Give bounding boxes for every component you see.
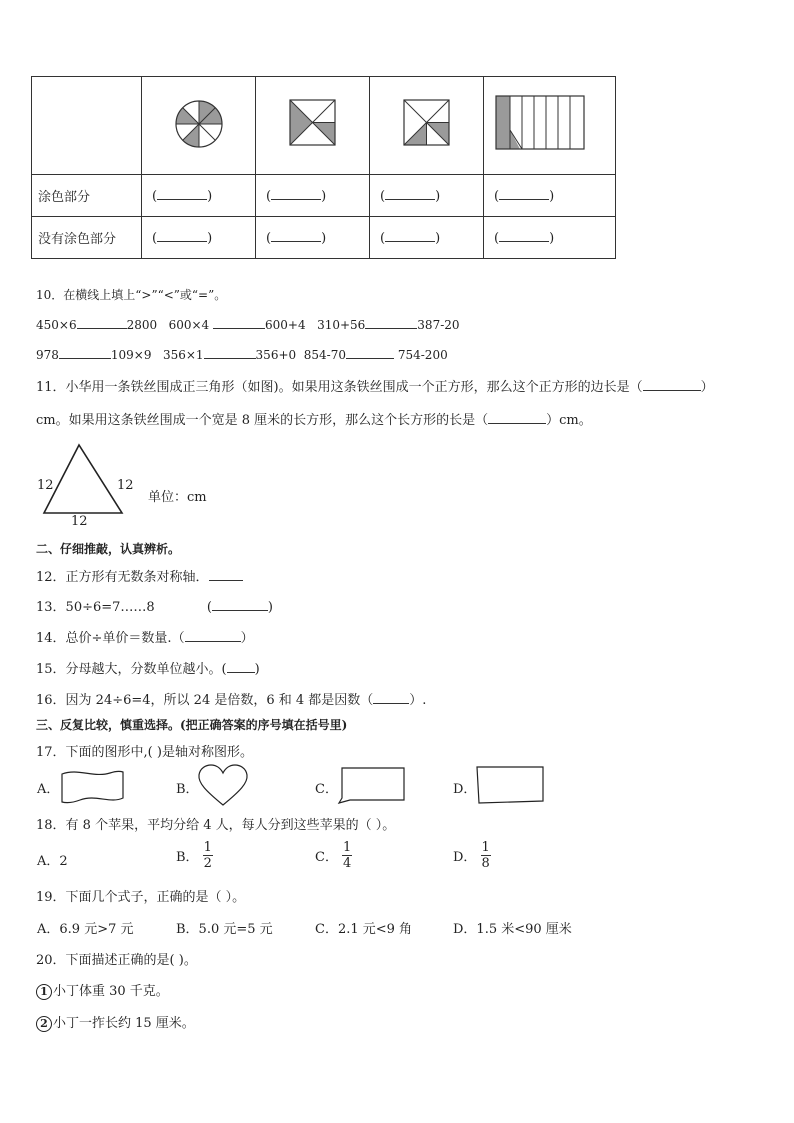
q14-paren: ） xyxy=(240,631,254,646)
answer-blank[interactable] xyxy=(271,187,321,200)
q20-item-1[interactable] xyxy=(36,980,169,1000)
expr: 600×4 xyxy=(168,318,210,332)
figure-square-b-cell xyxy=(370,77,484,175)
rectangle-shape[interactable] xyxy=(475,765,547,807)
q19-option-b[interactable]: B．5.0 元=5 元 xyxy=(176,922,273,937)
expr: 387-20 xyxy=(417,318,460,332)
q12-text: 12．正方形有无数条对称轴． xyxy=(36,570,209,585)
answer-blank[interactable] xyxy=(499,187,549,200)
expr: 2800 xyxy=(126,318,158,332)
option-label: B． xyxy=(176,850,199,865)
q14 xyxy=(36,627,254,646)
q18-text: 18．有 8 个苹果，平均分给 4 人，每人分到这些苹果的（ ）。 xyxy=(36,818,396,833)
expr: 310+56 xyxy=(317,318,366,332)
compare-blank[interactable] xyxy=(346,346,394,359)
q13-text: 13．50÷6=7……8 xyxy=(36,600,155,615)
answer-cell[interactable]: ( ) xyxy=(484,217,616,259)
square-triangles-figure-b xyxy=(370,77,483,170)
q19-option-d[interactable]: D．1.5 米<90 厘米 xyxy=(453,922,572,937)
q18-option-a[interactable]: A．2 xyxy=(37,854,68,869)
shaded-row-label: 涂色部分 xyxy=(32,175,142,217)
q20-text: 20．下面描述正确的是( )。 xyxy=(36,953,197,968)
q16 xyxy=(36,689,426,708)
answer-blank[interactable] xyxy=(185,629,241,642)
q17-option-d-label[interactable]: D． xyxy=(453,782,477,797)
q17-option-a-label[interactable]: A． xyxy=(37,782,60,797)
section-2-heading: 二、仔细推敲，认真辨析。 xyxy=(36,542,181,556)
q14-text: 14．总价÷单价＝数量.（ xyxy=(36,631,185,646)
q12 xyxy=(36,566,243,585)
answer-cell[interactable]: ( ) xyxy=(256,217,370,259)
heart-shape[interactable] xyxy=(196,763,250,809)
expr: 450×6 xyxy=(36,318,77,332)
triangle-bottom-label: 12 xyxy=(71,514,88,529)
q17-text: 17．下面的图形中,( )是轴对称图形。 xyxy=(36,745,253,760)
speech-rectangle-shape[interactable] xyxy=(336,765,408,805)
square-triangles-figure-a xyxy=(256,77,369,170)
answer-blank[interactable] xyxy=(373,691,409,704)
circled-number-1: 1 xyxy=(36,984,52,1000)
wavy-flag-shape[interactable] xyxy=(60,768,126,806)
q18-option-d[interactable] xyxy=(453,840,491,871)
figure-rect-cell xyxy=(484,77,616,175)
compare-blank[interactable] xyxy=(213,316,265,329)
expr: 356+0 xyxy=(255,348,297,362)
q13-paren: ) xyxy=(267,600,273,615)
answer-blank[interactable] xyxy=(157,229,207,242)
q11-text: 11．小华用一条铁丝围成正三角形（如图)。如果用这条铁丝围成一个正方形，那么这个正方形的边长是（ xyxy=(36,380,643,395)
option-label: C． xyxy=(315,850,338,865)
q11-line1 xyxy=(36,376,714,395)
answer-blank[interactable] xyxy=(385,229,435,242)
answer-blank[interactable] xyxy=(212,598,268,611)
unshaded-row-label: 没有涂色部分 xyxy=(32,217,142,259)
answer-cell[interactable]: ( ) xyxy=(484,175,616,217)
q10-prompt: 10．在横线上填上“>”“<”或“=”。 xyxy=(36,288,227,302)
q19-option-c[interactable]: C．2.1 元<9 角 xyxy=(315,922,413,937)
circle-eighths-figure xyxy=(142,77,255,170)
fraction-table xyxy=(31,76,616,259)
expr: 754-200 xyxy=(397,348,448,362)
fraction: $\frac{1}{4}$ xyxy=(342,840,352,871)
table-corner-cell xyxy=(32,77,142,175)
q19-option-a[interactable]: A．6.9 元>7 元 xyxy=(37,922,134,937)
answer-blank[interactable] xyxy=(643,378,701,391)
answer-blank[interactable] xyxy=(385,187,435,200)
compare-blank[interactable] xyxy=(204,346,256,359)
answer-cell[interactable]: ( ) xyxy=(142,175,256,217)
q11-paren: ） xyxy=(700,380,714,395)
q18-option-c[interactable] xyxy=(315,840,352,871)
q15 xyxy=(36,658,260,677)
q13 xyxy=(36,596,273,615)
expr: 600+4 xyxy=(265,318,306,332)
q13-paren: ( xyxy=(206,600,212,615)
compare-blank[interactable] xyxy=(365,316,417,329)
triangle-right-label: 12 xyxy=(117,478,134,493)
answer-blank[interactable] xyxy=(499,229,549,242)
q15-text: 15．分母越大，分数单位越小。( xyxy=(36,662,227,677)
q17-option-c-label[interactable]: C． xyxy=(315,782,338,797)
q11-text: ）cm。 xyxy=(546,413,592,428)
answer-blank[interactable] xyxy=(488,411,546,424)
expr: 109×9 xyxy=(110,348,152,362)
compare-blank[interactable] xyxy=(77,316,127,329)
fraction: $\frac{1}{2}$ xyxy=(203,840,212,871)
q11-text: cm。如果用这条铁丝围成一个宽是 8 厘米的长方形，那么这个长方形的长是（ xyxy=(36,413,489,428)
answer-blank[interactable] xyxy=(271,229,321,242)
figure-square-a-cell xyxy=(256,77,370,175)
figure-circle-cell xyxy=(142,77,256,175)
triangle-left-label: 12 xyxy=(37,478,54,493)
q10-line1 xyxy=(36,316,460,332)
answer-cell[interactable]: ( ) xyxy=(370,217,484,259)
section-3-heading: 三、反复比较，慎重选择。(把正确答案的序号填在括号里) xyxy=(36,718,348,732)
q20-item-text: 小丁一拃长约 15 厘米。 xyxy=(53,1016,195,1031)
q10-line2 xyxy=(36,346,448,362)
q19-text: 19．下面几个式子，正确的是（ ）。 xyxy=(36,890,246,905)
fraction: $\frac{1}{8}$ xyxy=(481,840,490,871)
q17-option-b-label[interactable]: B． xyxy=(176,782,199,797)
expr: 854-70 xyxy=(303,348,347,362)
answer-blank[interactable] xyxy=(209,568,243,581)
answer-blank[interactable] xyxy=(157,187,207,200)
q11-line2 xyxy=(36,409,592,428)
q15-paren: ) xyxy=(254,662,260,677)
expr: 356×1 xyxy=(162,348,204,362)
expr: 978 xyxy=(36,348,59,362)
answer-blank[interactable] xyxy=(227,660,255,673)
answer-cell[interactable]: ( ) xyxy=(142,217,256,259)
q16-text: 16．因为 24÷6=4，所以 24 是倍数，6 和 4 都是因数（ xyxy=(36,693,374,708)
circled-number-2: 2 xyxy=(36,1016,52,1032)
q20-item-2[interactable] xyxy=(36,1012,195,1032)
rectangle-strips-figure xyxy=(484,77,615,170)
q20-item-text: 小丁体重 30 千克。 xyxy=(53,984,169,999)
compare-blank[interactable] xyxy=(59,346,111,359)
answer-cell[interactable]: ( ) xyxy=(370,175,484,217)
option-label: D． xyxy=(453,850,477,865)
q18-option-b[interactable] xyxy=(176,840,213,871)
unit-label: 单位：cm xyxy=(148,490,207,505)
answer-cell[interactable]: ( ) xyxy=(256,175,370,217)
q16-paren: ）. xyxy=(409,693,427,708)
